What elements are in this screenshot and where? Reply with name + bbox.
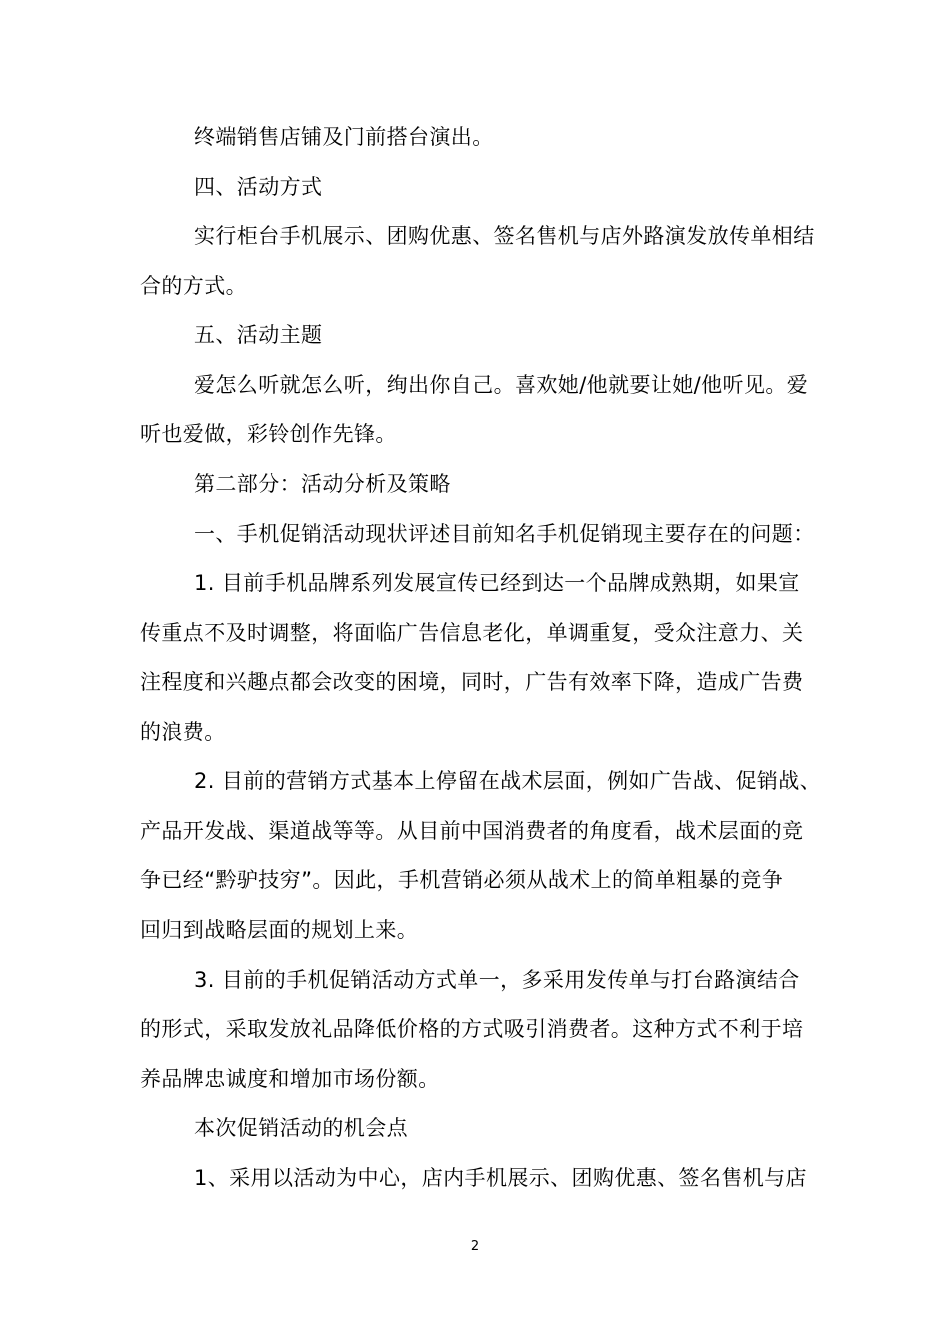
- paragraph-line: 1、采用以活动为中心，店内手机展示、团购优惠、签名售机与店: [194, 1166, 807, 1190]
- subsection-heading-opportunities: 本次促销活动的机会点: [194, 1116, 408, 1140]
- paragraph-line: 1. 目前手机品牌系列发展宣传已经到达一个品牌成熟期，如果宣: [194, 571, 800, 595]
- paragraph-line: 注程度和兴趣点都会改变的困境，同时，广告有效率下降，造成广告费: [140, 670, 804, 694]
- section-heading-activity-method: 四、活动方式: [194, 175, 323, 199]
- paragraph-line: 终端销售店铺及门前搭台演出。: [194, 125, 494, 149]
- paragraph-line: 听也爱做，彩铃创作先锋。: [140, 422, 397, 446]
- paragraph-line: 回归到战略层面的规划上来。: [140, 918, 419, 942]
- subsection-heading-current-status: 一、手机促销活动现状评述目前知名手机促销现主要存在的问题：: [194, 522, 815, 546]
- part-heading-analysis-strategy: 第二部分：活动分析及策略: [194, 472, 451, 496]
- paragraph-line: 3. 目前的手机促销活动方式单一，多采用发传单与打台路演结合: [194, 968, 800, 992]
- page-number: 2: [470, 1239, 480, 1254]
- paragraph-line: 争已经“黔驴技穷”。因此，手机营销必须从战术上的简单粗暴的竞争: [140, 868, 784, 892]
- paragraph-line: 实行柜台手机展示、团购优惠、签名售机与店外路演发放传单相结: [194, 224, 815, 248]
- section-heading-activity-theme: 五、活动主题: [194, 323, 323, 347]
- paragraph-line: 养品牌忠诚度和增加市场份额。: [140, 1067, 440, 1091]
- paragraph-line: 传重点不及时调整，将面临广告信息老化，单调重复，受众注意力、关: [140, 621, 804, 645]
- paragraph-line: 的浪费。: [140, 720, 226, 744]
- paragraph-line: 合的方式。: [140, 274, 247, 298]
- paragraph-line: 2. 目前的营销方式基本上停留在战术层面，例如广告战、促销战、: [194, 769, 822, 793]
- paragraph-line: 的形式，采取发放礼品降低价格的方式吸引消费者。这种方式不利于培: [140, 1017, 804, 1041]
- paragraph-line: 爱怎么听就怎么听，绚出你自己。喜欢她/他就要让她/他听见。爱: [194, 373, 809, 397]
- paragraph-line: 产品开发战、渠道战等等。从目前中国消费者的角度看，战术层面的竞: [140, 819, 804, 843]
